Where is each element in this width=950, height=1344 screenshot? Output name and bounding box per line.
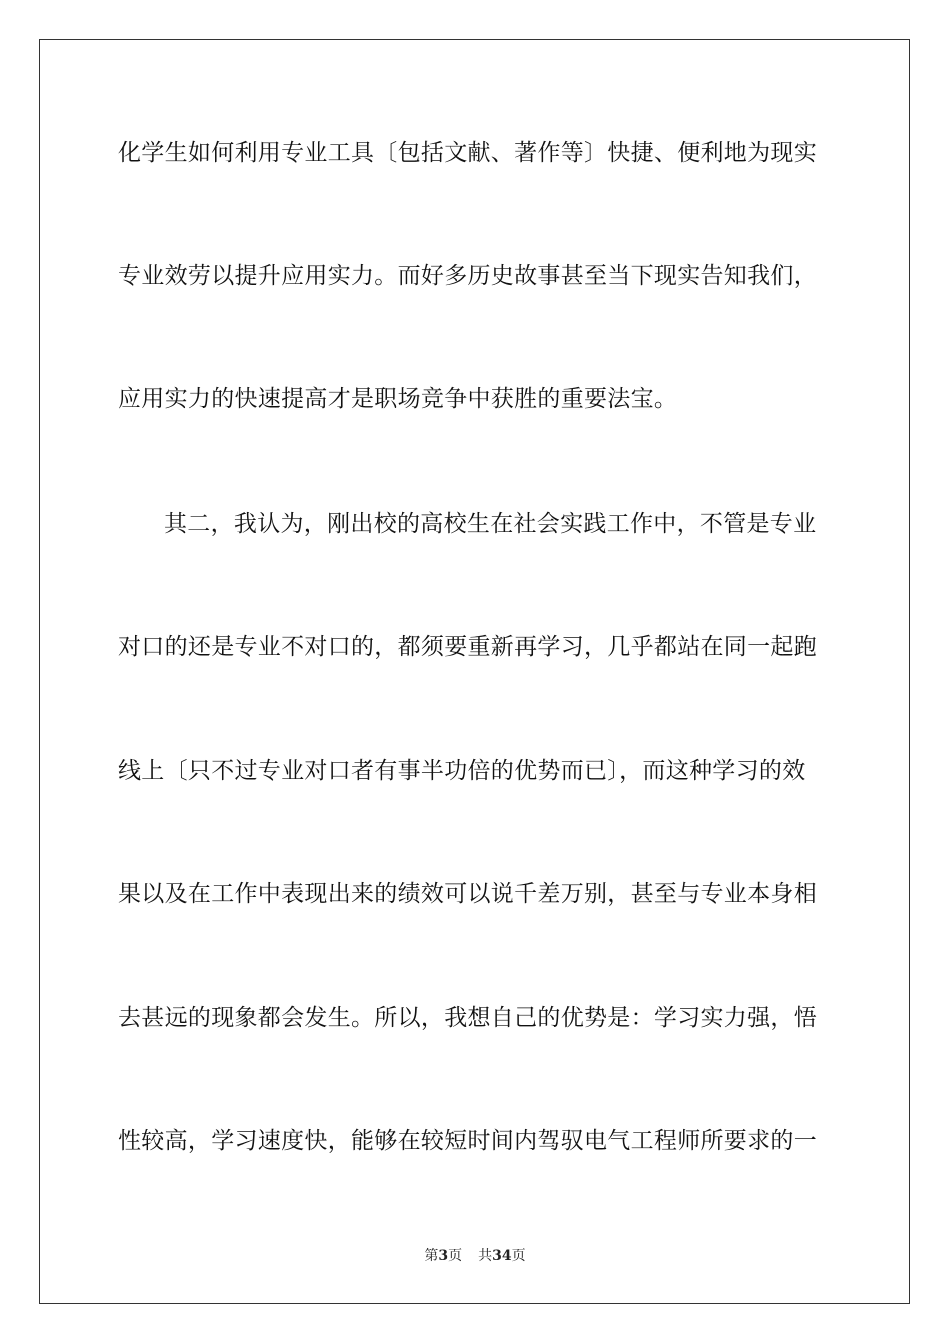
total-prefix: 共 xyxy=(478,1248,493,1264)
body-text-line: 去甚远的现象都会发生。所以，我想自己的优势是：学习实力强，悟 xyxy=(118,1005,817,1031)
total-pages: 34 xyxy=(492,1248,512,1264)
body-text-line: 应用实力的快速提高才是职场竞争中获胜的重要法宝。 xyxy=(118,386,678,412)
paragraph-start-line: 其二，我认为，刚出校的高校生在社会实践工作中，不管是专业 xyxy=(164,511,817,537)
body-text-line: 对口的还是专业不对口的，都须要重新再学习，几乎都站在同一起跑 xyxy=(118,634,817,660)
body-text-line: 线上〔只不过专业对口者有事半功倍的优势而已〕，而这种学习的效 xyxy=(118,758,806,784)
page-footer xyxy=(0,1247,950,1265)
page-suffix: 页 xyxy=(448,1248,463,1264)
body-text-line: 果以及在工作中表现出来的绩效可以说千差万别，甚至与专业本身相 xyxy=(118,881,817,907)
page-number: 3 xyxy=(438,1248,449,1264)
body-text-line: 专业效劳以提升应用实力。而好多历史故事甚至当下现实告知我们， xyxy=(118,263,817,289)
body-text-line: 性较高，学习速度快，能够在较短时间内驾驭电气工程师所要求的一 xyxy=(118,1128,817,1154)
page-prefix: 第 xyxy=(424,1248,439,1264)
page-border xyxy=(39,39,910,1304)
total-suffix: 页 xyxy=(511,1248,526,1264)
body-text-line: 化学生如何利用专业工具〔包括文献、著作等〕快捷、便利地为现实 xyxy=(118,140,817,166)
